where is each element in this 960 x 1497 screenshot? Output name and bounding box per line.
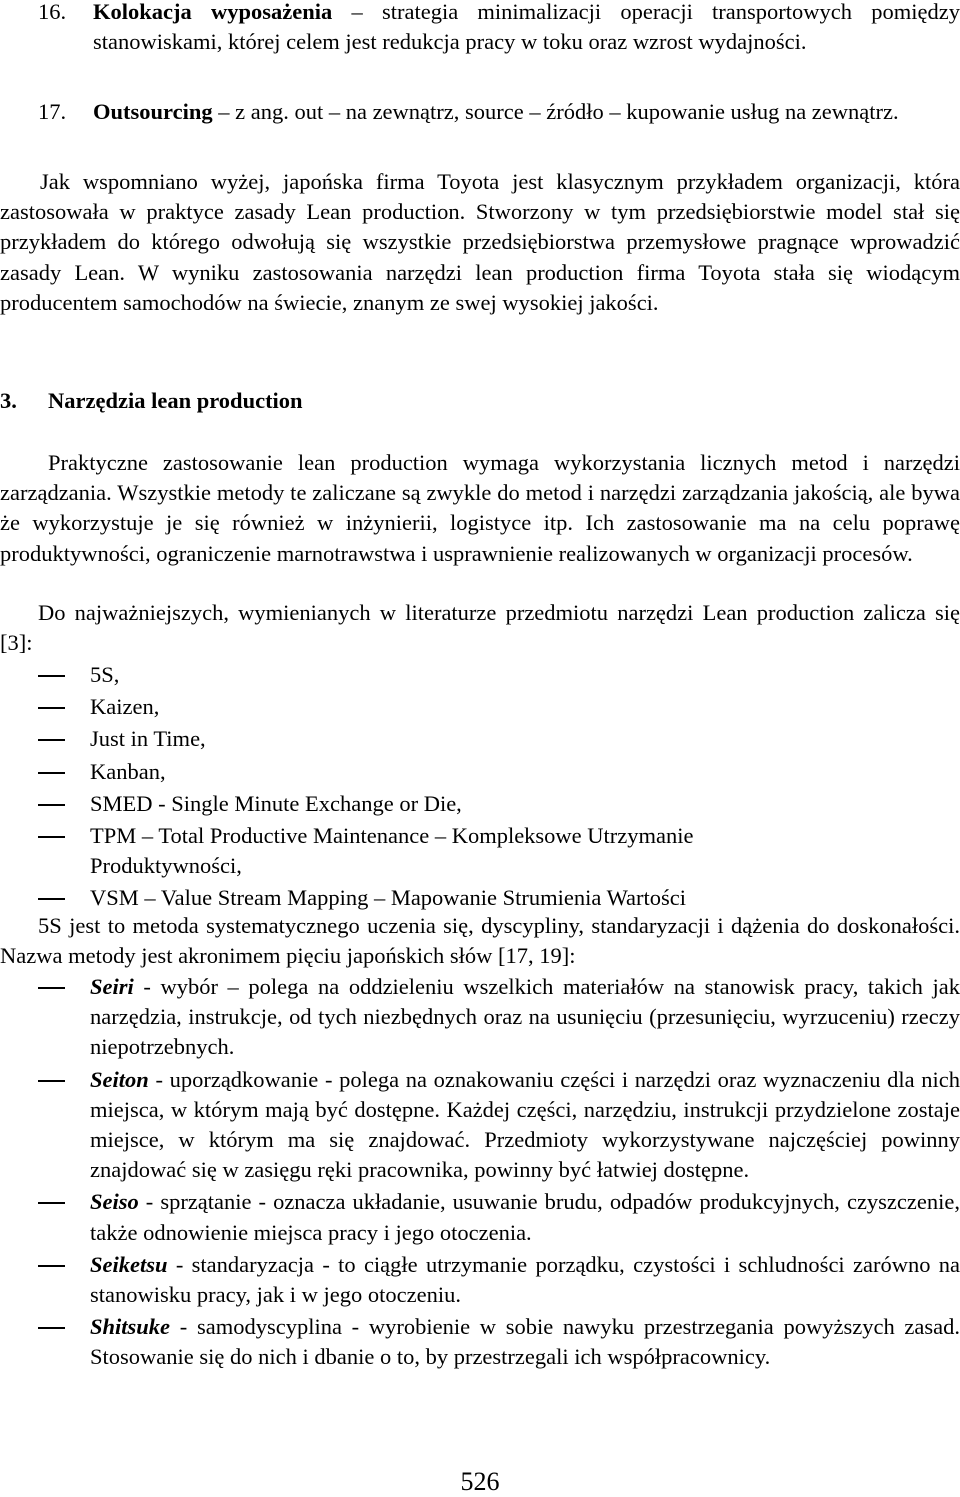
list-item-17 xyxy=(0,97,960,127)
list-item-shitsuke xyxy=(0,1312,960,1372)
paragraph-5s: 5S jest to metoda systematycznego uczenia się, dyscypliny, standaryzacji i dążenia do doskonałości. Nazwa metody jest akronimem pięciu japońskich słów [17, 19]: xyxy=(0,913,960,969)
list-item xyxy=(0,692,960,722)
term-seiso: Seiso xyxy=(90,1189,139,1215)
term-description: - uporządkowanie - polega na oznakowaniu części i narzędzi oraz wyznaczeniu dla nich miejsca, w którym mają być dostępne. Każdej części, narzędziu, instrukcji przydzielone zostaje miejsce, w którym ma się znajdować. Przedmioty wykorzystywane najczęściej powinny znajdować się w zasięgu ręki pracownika, powinny być łatwiej dostępne. xyxy=(90,1066,960,1183)
page-number: 526 xyxy=(460,1467,500,1496)
list-item-seiri xyxy=(0,972,960,1063)
list-item-text: Kanban, xyxy=(90,758,166,784)
term-description: - samodyscyplina - wyrobienie w sobie nawyku przestrzegania powyższych zasad. Stosowanie się do nich i dbanie o to, by przestrzegali ich współpracownicy. xyxy=(90,1314,960,1370)
list-item-text: 5S, xyxy=(90,662,120,687)
item-number: 17. xyxy=(38,99,67,124)
list-item xyxy=(0,724,960,754)
term-description: - standaryzacja - to ciągłe utrzymanie porządku, czystości i schludności zarówno na stanowisku pracy, jak i w jego otoczeniu. xyxy=(90,1251,960,1308)
term-shitsuke: Shitsuke xyxy=(90,1314,171,1340)
term-seiri: Seiri xyxy=(90,974,134,999)
item-term: Kolokacja wyposażenia xyxy=(93,0,333,24)
five-s-list xyxy=(0,972,960,1373)
list-item-seiton xyxy=(0,1065,960,1186)
item-text: – z ang. out – na zewnątrz, source – źródło – kupowanie usług na zewnątrz. xyxy=(212,99,899,124)
list-item xyxy=(0,883,960,913)
list-item-text: Kaizen, xyxy=(90,694,160,720)
paragraph-list-intro: Do najważniejszych, wymienianych w literaturze przedmiotu narzędzi Lean production zalicza się [3]: xyxy=(0,600,960,656)
paragraph-tools: Praktyczne zastosowanie lean production wymaga wykorzystania licznych metod i narzędzi zarządzania. Wszystkie metody te zaliczane są zwykle do metod i narzędzi zarządzania jakością, ale bywa że wykorzystuje je się również w inżynierii, logistyce itp. Ich zastosowanie ma na celu poprawę produktywności, ograniczenie marnotrawstwa i usprawnienie realizowanych w organizacji procesów. xyxy=(0,450,960,566)
term-seiketsu: Seiketsu xyxy=(90,1251,168,1277)
paragraph-toyota: Jak wspomniano wyżej, japońska firma Toyota jest klasycznym przykładem organizacji, która zastosowała w praktyce zasady Lean production. Stworzony w tym przedsiębiorstwie model stał się przykładem do którego odwołują się wszystkie przedsiębiorstwa przemysłowe pragnące wprowadzić zasady Lean. W wyniku zastosowania narzędzi lean production firma Toyota stała się wiodącym producentem samochodów na świecie, znanym ze swej wysokiej jakości. xyxy=(0,169,960,315)
list-item-text: Just in Time, xyxy=(90,726,206,752)
list-item xyxy=(0,821,960,881)
item-term: Outsourcing xyxy=(93,99,213,124)
list-item-16 xyxy=(0,0,960,57)
tools-list xyxy=(0,660,960,914)
list-item-text: VSM – Value Stream Mapping – Mapowanie Strumienia Wartości xyxy=(90,885,687,911)
item-number: 16. xyxy=(38,0,67,24)
list-item-text: TPM – Total Productive Maintenance – Kompleksowe Utrzymanie Produktywności, xyxy=(90,823,694,879)
list-item xyxy=(0,660,960,690)
term-seiton: Seiton xyxy=(90,1066,149,1092)
list-item-seiketsu xyxy=(0,1250,960,1310)
list-item-text: SMED - Single Minute Exchange or Die, xyxy=(90,790,462,816)
section-number: 3. xyxy=(0,388,17,413)
list-item xyxy=(0,789,960,819)
list-item xyxy=(0,757,960,787)
term-description: - sprzątanie - oznacza układanie, usuwanie brudu, odpadów produkcyjnych, czyszczenie, także odnowienie miejsca pracy i jego otoczenia. xyxy=(90,1189,960,1245)
item-text: – strategia minimalizacji operacji transportowych pomiędzy stanowiskami, której celem jest redukcja pracy w toku oraz wzrost wydajności. xyxy=(93,0,960,55)
term-description: - wybór – polega na oddzieleniu wszelkich materiałów na stanowisk pracy, takich jak narzędzia, instrukcje, od tych niezbędnych oraz na usunięciu (przesunięciu, wyrzuceniu) rzeczy niepotrzebnych. xyxy=(90,974,960,1060)
list-item-seiso xyxy=(0,1187,960,1247)
section-title: Narzędzia lean production xyxy=(48,388,303,413)
